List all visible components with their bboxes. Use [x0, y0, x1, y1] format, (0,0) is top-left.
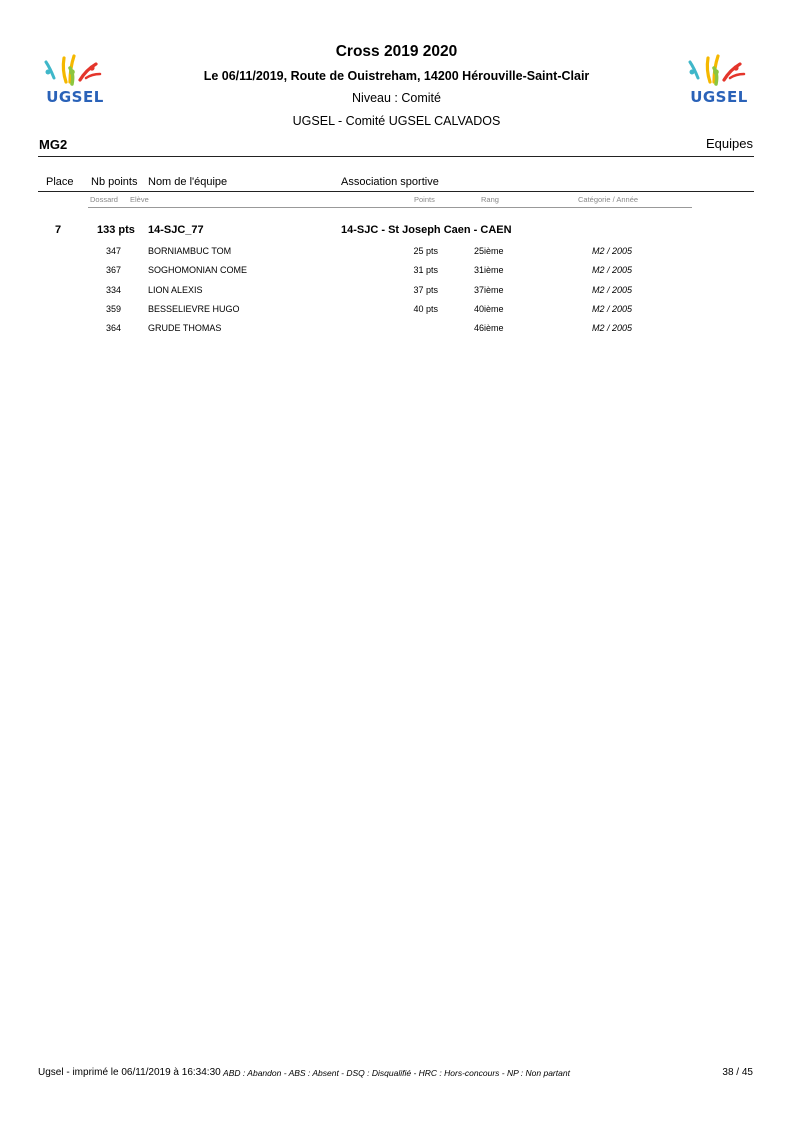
- table-row: [0, 246, 793, 265]
- table-row: [0, 304, 793, 323]
- member-category: M2 / 2005: [591, 246, 633, 256]
- page-number: 38 / 45: [722, 1067, 753, 1078]
- subheader-bib: Dossard: [90, 195, 118, 204]
- subheader-category: Catégorie / Année: [578, 195, 639, 204]
- event-level: Niveau : Comité: [352, 91, 441, 105]
- member-name: GRUDE THOMAS: [148, 323, 222, 333]
- member-category: M2 / 2005: [591, 285, 633, 295]
- team-points: 133 pts: [97, 224, 135, 236]
- team-name: 14-SJC_77: [148, 224, 204, 236]
- member-rank: 31ième: [474, 265, 504, 275]
- subheader-points: Points: [414, 195, 435, 204]
- member-name: LION ALEXIS: [148, 285, 203, 295]
- member-points: 31 pts: [413, 265, 438, 275]
- header-divider: [38, 156, 754, 157]
- member-rank: 46ième: [474, 323, 504, 333]
- event-date-location: Le 06/11/2019, Route de Ouistreham, 14200 Hérouville-Saint-Clair: [203, 69, 590, 83]
- member-bib: 334: [106, 285, 122, 295]
- team-association: 14-SJC - St Joseph Caen - CAEN: [341, 224, 512, 236]
- member-points: 37 pts: [413, 285, 438, 295]
- member-name: BORNIAMBUC TOM: [148, 246, 232, 256]
- ugsel-logo-wordmark: UGSEL: [46, 88, 104, 106]
- event-organizer: UGSEL - Comité UGSEL CALVADOS: [292, 114, 501, 128]
- member-name: SOGHOMONIAN COME: [148, 265, 248, 275]
- subheader-rank: Rang: [481, 195, 499, 204]
- footer-printed-date: Ugsel - imprimé le 06/11/2019 à 16:34:30: [38, 1067, 221, 1078]
- event-title: Cross 2019 2020: [335, 43, 458, 60]
- member-category: M2 / 2005: [591, 323, 633, 333]
- member-category: M2 / 2005: [591, 265, 633, 275]
- member-category: M2 / 2005: [591, 304, 633, 314]
- member-bib: 367: [106, 265, 122, 275]
- subheader-divider: [88, 207, 692, 208]
- column-header-team: Nom de l'équipe: [148, 176, 228, 188]
- member-bib: 364: [106, 323, 122, 333]
- column-header-association: Association sportive: [341, 176, 439, 188]
- member-name: BESSELIEVRE HUGO: [148, 304, 240, 314]
- ugsel-logo-wordmark: UGSEL: [690, 88, 748, 106]
- columns-divider: [38, 191, 754, 192]
- member-points: 40 pts: [413, 304, 438, 314]
- member-rank: 40ième: [474, 304, 504, 314]
- team-place: 7: [55, 224, 62, 236]
- column-header-points: Nb points: [91, 176, 138, 188]
- member-rank: 25ième: [474, 246, 504, 256]
- table-row: [0, 323, 793, 342]
- table-row: [0, 285, 793, 304]
- column-header-place: Place: [46, 176, 74, 188]
- member-points: 25 pts: [413, 246, 438, 256]
- table-row: [0, 265, 793, 284]
- footer-legend: ABD : Abandon - ABS : Absent - DSQ : Disqualifié - HRC : Hors-concours - NP : Non partant: [223, 1068, 570, 1078]
- member-bib: 347: [106, 246, 122, 256]
- member-rank: 37ième: [474, 285, 504, 295]
- race-category: MG2: [39, 137, 68, 152]
- subheader-student: Elève: [130, 195, 149, 204]
- result-type: Equipes: [706, 136, 753, 151]
- member-bib: 359: [106, 304, 122, 314]
